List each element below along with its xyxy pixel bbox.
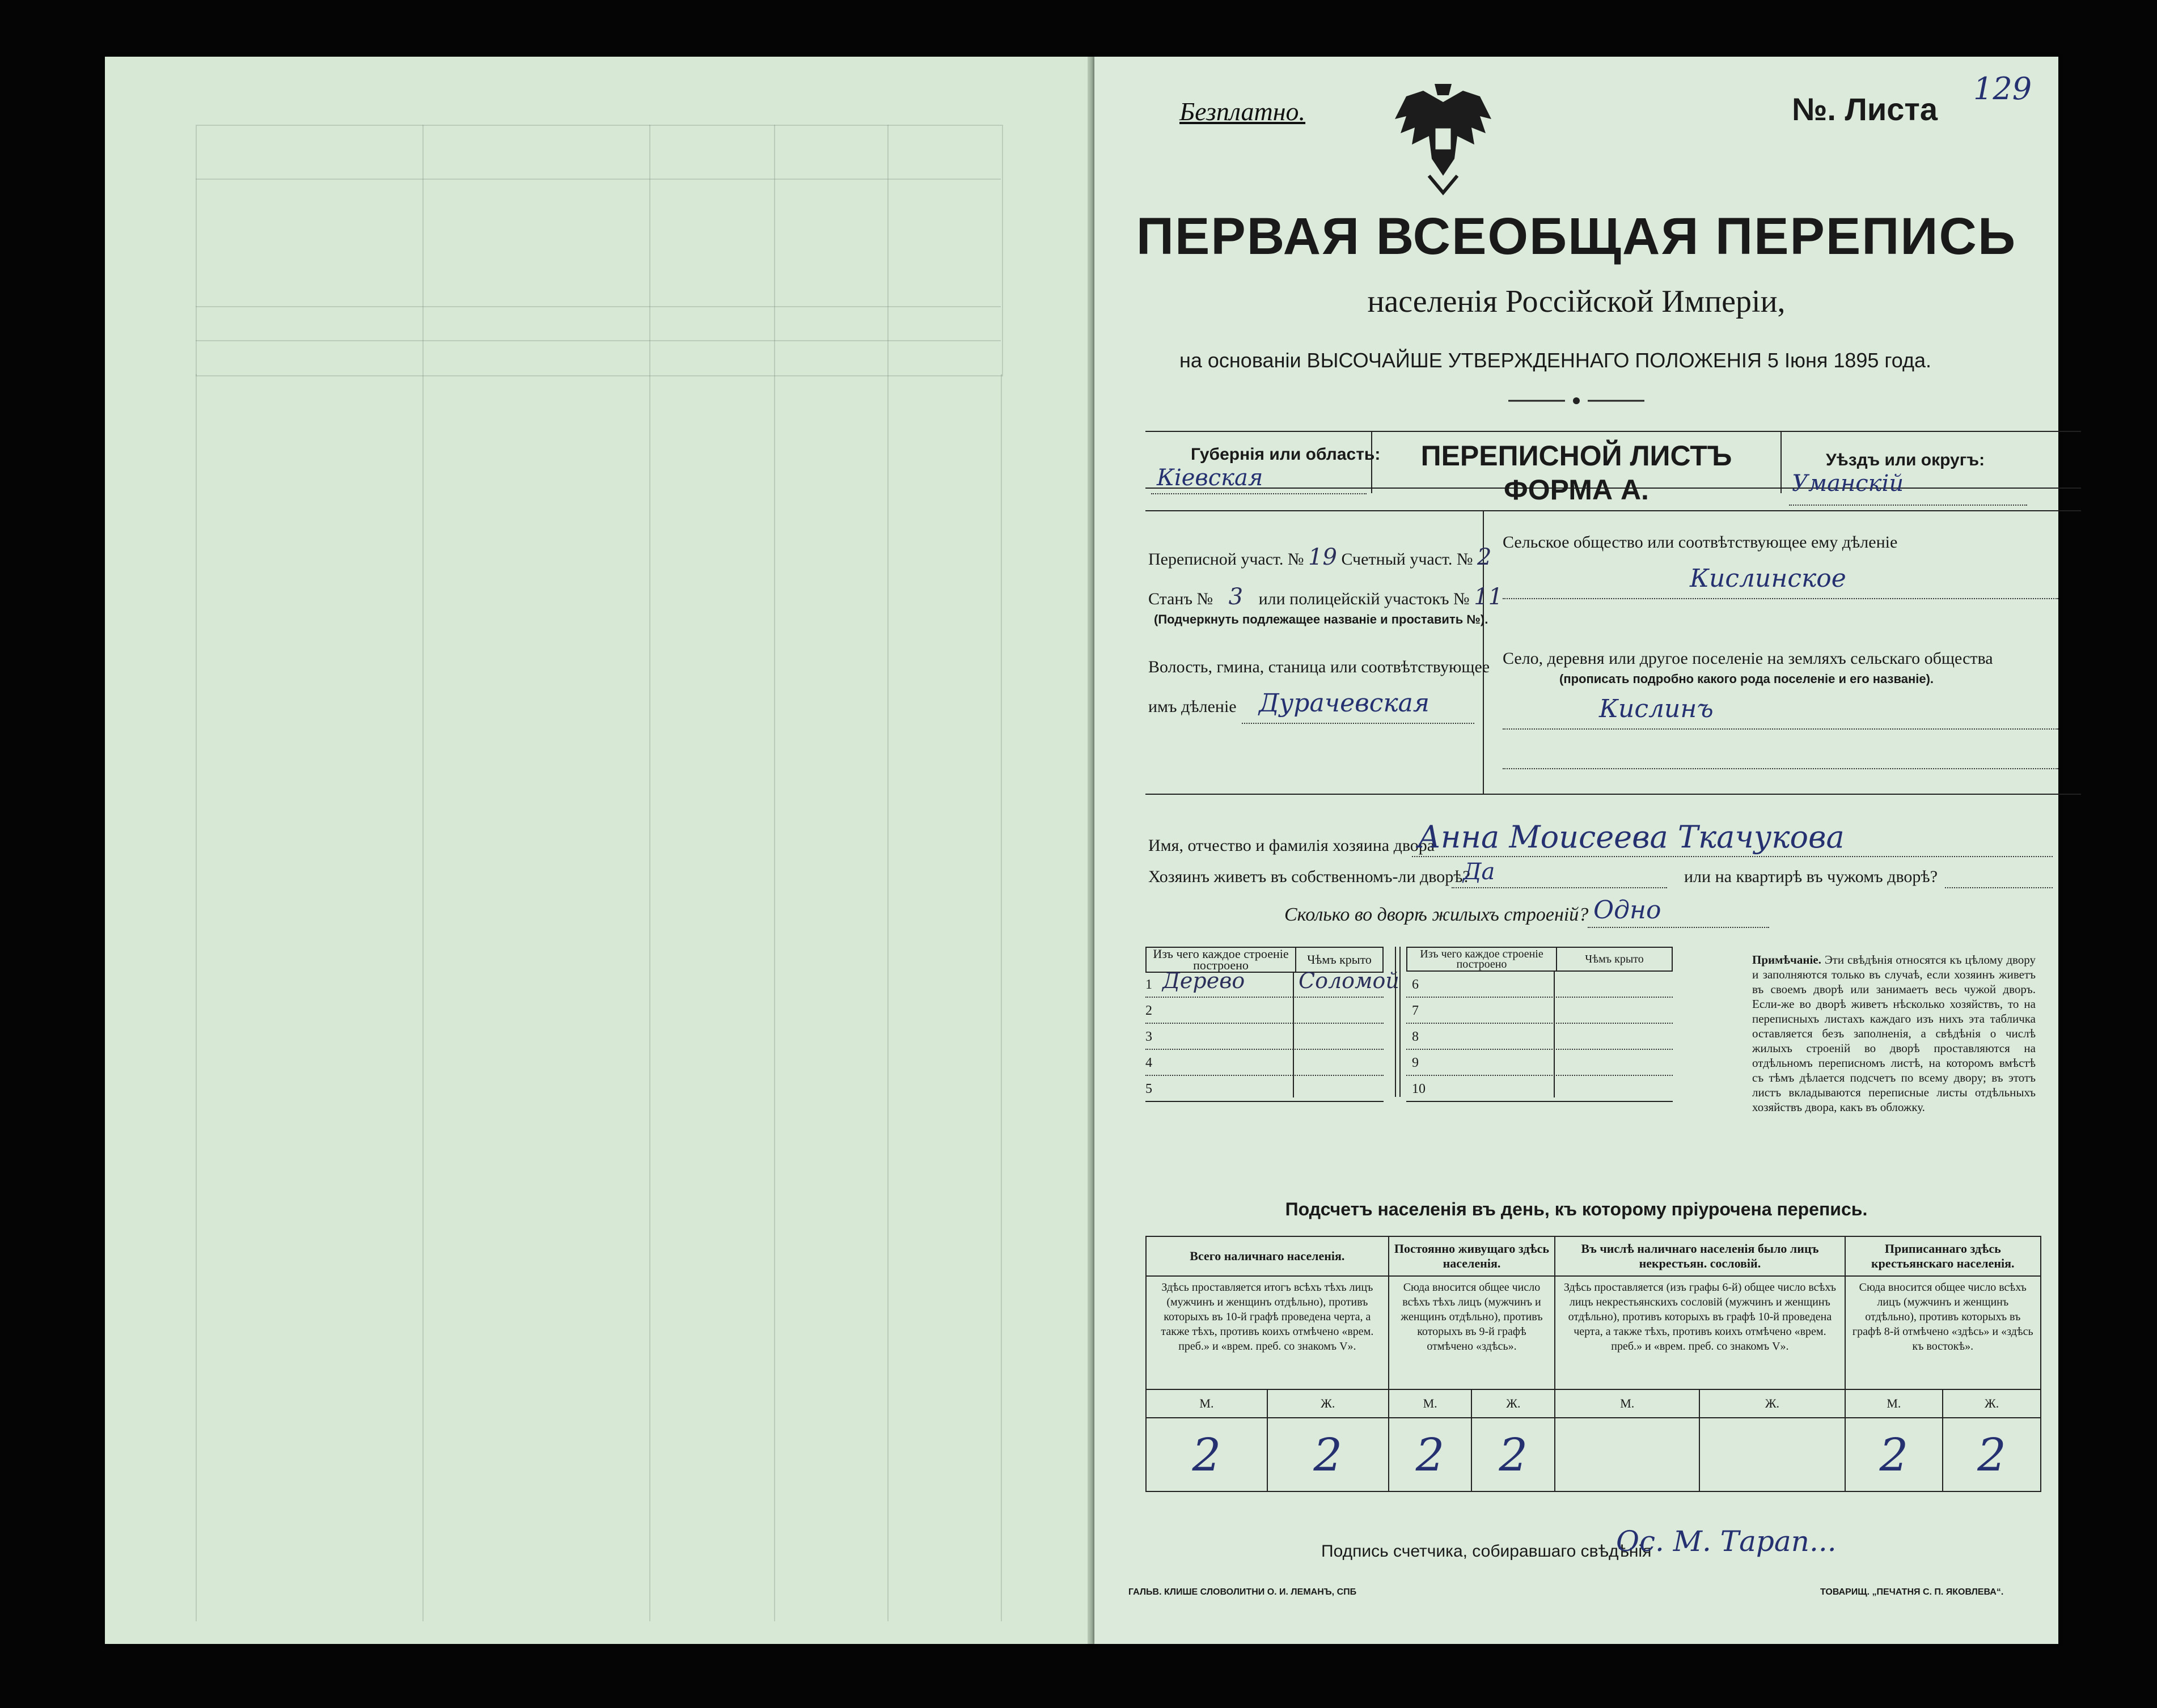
village-label: Село, деревня или другое поселеніе на земляхъ сельскаго общества — [1503, 649, 1993, 668]
tally-header-non-peasant: Въ числѣ наличнаго населенія было лицъ некрестьян. сословій. — [1555, 1236, 1845, 1276]
census-form-page — [1094, 57, 2058, 1644]
female-header: Ж. — [1267, 1389, 1389, 1418]
note-block — [1752, 952, 2036, 1114]
sheet-number-value: 129 — [1973, 71, 2032, 107]
row-number: 8 — [1412, 1029, 1419, 1044]
police-label: или полицейскій участокъ № — [1258, 590, 1470, 608]
stan-label: Станъ № — [1148, 590, 1213, 608]
tally-registered-female: 2 — [1943, 1418, 2041, 1491]
tally-total-male: 2 — [1146, 1418, 1267, 1491]
tally-table — [1145, 1236, 2041, 1492]
male-header: М. — [1146, 1389, 1267, 1418]
row-number: 1 — [1145, 977, 1152, 992]
own-yard-value: Да — [1463, 859, 1495, 885]
form-basis: на основаніи ВЫСОЧАЙШЕ УТВЕРЖДЕННАГО ПОЛОЖЕНІЯ 5 Іюня 1895 года. — [1179, 349, 1932, 372]
tally-non-peasant-male — [1555, 1418, 1699, 1491]
owner-name-value: Анна Моисеева Ткачукова — [1418, 819, 1845, 855]
district-label: Уѣздъ или округъ: — [1826, 451, 1985, 469]
buildings-rows-right — [1406, 972, 1673, 1102]
tally-header-registered: Приписаннаго здѣсь крестьянскаго населенія. — [1845, 1236, 2041, 1276]
row-number: 10 — [1412, 1082, 1426, 1096]
female-header: Ж. — [1699, 1389, 1845, 1418]
ornament-divider — [1508, 397, 1644, 405]
row-roof-value: Соломой — [1299, 968, 1399, 993]
province-value: Кіевская — [1157, 465, 1263, 491]
buildings-rows-left — [1145, 968, 1399, 1102]
signature-label: Подпись счетчика, собиравшаго свѣдѣнія — [1321, 1542, 1652, 1561]
col-material-header-2: Изъ чего каждое строеніе построено — [1407, 947, 1557, 971]
census-area-value: 19 — [1308, 544, 1337, 570]
volost-value: Дурачевская — [1259, 689, 1429, 718]
police-value: 11 — [1474, 584, 1503, 610]
tally-header-permanent: Постоянно живущаго здѣсь населенія. — [1389, 1236, 1555, 1276]
tally-desc-non-peasant: Здѣсь проставляется (изъ графы 6-й) общее число всѣхъ лицъ некрестьянскихъ сословій (мужчинъ и женщинъ отдѣльно), противъ которыхъ въ графѣ 10-й проведена черта, а также тѣхъ, противъ коихъ отмѣчено «врем. преб.» и «врем. преб. со знакомъ V». — [1555, 1276, 1845, 1389]
underline-note: (Подчеркнуть подлежащее названіе и проставить №). — [1154, 612, 1488, 626]
row-number: 5 — [1145, 1082, 1152, 1096]
printer-right: ТОВАРИЩ. „ПЕЧАТНЯ С. П. ЯКОВЛЕВА“. — [1820, 1587, 2004, 1597]
society-value: Кислинское — [1690, 564, 1846, 593]
tally-desc-permanent: Сюда вносится общее число всѣхъ тѣхъ лицъ (мужчинъ и женщинъ отдѣльно), противъ которыхъ въ 9-й графѣ отмѣчено «здѣсь». — [1389, 1276, 1555, 1389]
row-number: 3 — [1145, 1029, 1152, 1044]
volost-label: Волость, гмина, станица или соотвѣтствующее — [1148, 658, 1490, 676]
female-header: Ж. — [1943, 1389, 2041, 1418]
tally-registered-male: 2 — [1845, 1418, 1943, 1491]
rented-label: или на квартирѣ въ чужомъ дворѣ? — [1684, 867, 1938, 886]
imperial-eagle-emblem — [1389, 79, 1497, 198]
tally-desc-registered: Сюда вносится общее число всѣхъ лицъ (мужчинъ и женщинъ отдѣльно), противъ которыхъ въ графѣ 8-й отмѣчено «здѣсь» и «здѣсь къ востокѣ». — [1845, 1276, 2041, 1389]
village-value: Кислинъ — [1599, 694, 1714, 723]
tally-permanent-male: 2 — [1389, 1418, 1472, 1491]
owner-name-label: Имя, отчество и фамилія хозяина двора — [1148, 836, 1435, 855]
stan-value: 3 — [1228, 584, 1244, 610]
volost-label-2: имъ дѣленіе — [1148, 697, 1237, 716]
male-header: М. — [1555, 1389, 1699, 1418]
row-number: 4 — [1145, 1056, 1152, 1070]
row-number: 6 — [1412, 977, 1419, 992]
form-subtitle: населенія Россійской Имперіи, — [1367, 284, 1786, 319]
tally-title: Подсчетъ населенія въ день, къ которому пріурочена перепись. — [1285, 1199, 1868, 1219]
note-text: Эти свѣдѣнія относятся къ цѣлому двору и заполняются только въ случаѣ, если хозяинъ живетъ въ своемъ дворѣ или занимаетъ весь чужой дворъ. Если-же во дворѣ живетъ нѣсколько хозяйствъ, то на переписныхъ листахъ каждаго изъ нихъ эта табличка оставляется безъ заполненія, а свѣдѣнія о числѣ жилыхъ строеній во дворѣ проставляются на отдѣльномъ переписномъ листѣ, на которомъ вмѣстѣ съ тѣмъ дѣлается подсчетъ по всему двору; въ этотъ листъ вкладываются переписные листы отдѣльныхъ хозяйствъ двора, какъ въ обложку. — [1752, 953, 2036, 1114]
form-name: ФОРМА А. — [1504, 474, 1649, 506]
buildings-count-label: Сколько во дворѣ жилыхъ строеній? — [1284, 904, 1589, 925]
row-number: 7 — [1412, 1003, 1419, 1018]
row-material-value: Дерево — [1162, 968, 1245, 993]
col-roof-header: Чѣмъ крыто — [1296, 947, 1383, 972]
own-yard-label: Хозяинъ живетъ въ собственномъ-ли дворѣ? — [1148, 867, 1470, 886]
district-value: Уманскій — [1792, 471, 1904, 497]
signature-value: Ос. М. Тарап... — [1616, 1525, 1837, 1558]
row-number: 2 — [1145, 1003, 1152, 1018]
printer-left: ГАЛЬВ. КЛИШЕ СЛОВОЛИТНИ О. И. ЛЕМАНЪ, СПБ — [1128, 1587, 1357, 1597]
tally-non-peasant-female — [1699, 1418, 1845, 1491]
village-note: (прописать подробно какого рода поселеніе и его названіе). — [1559, 672, 1934, 686]
tally-desc-total: Здѣсь проставляется итогъ всѣхъ тѣхъ лицъ (мужчинъ и женщинъ отдѣльно), противъ которыхъ въ 10-й графѣ проведена черта, а также тѣхъ, противъ коихъ отмѣчено «врем. преб.» и «врем. преб. со знакомъ V». — [1146, 1276, 1389, 1389]
tally-total-female: 2 — [1267, 1418, 1389, 1491]
census-area-label: Переписной участ. № — [1148, 550, 1304, 569]
sheet-title: ПЕРЕПИСНОЙ ЛИСТЪ — [1420, 440, 1732, 472]
col-roof-header-2: Чѣмъ крыто — [1557, 947, 1672, 971]
male-header: М. — [1845, 1389, 1943, 1418]
left-blank-page — [105, 57, 1094, 1644]
sheet-number-label: №. Листа — [1792, 91, 1938, 127]
col-material-header: Изъ чего каждое строеніе построено — [1146, 947, 1296, 972]
form-title: ПЕРВАЯ ВСЕОБЩАЯ ПЕРЕПИСЬ — [1136, 207, 2017, 265]
society-label: Сельское общество или соотвѣтствующее ему дѣленіе — [1503, 533, 1898, 552]
count-area-value: 2 — [1477, 544, 1492, 570]
tally-permanent-female: 2 — [1471, 1418, 1555, 1491]
buildings-count-value: Одно — [1593, 896, 1661, 925]
female-header: Ж. — [1471, 1389, 1555, 1418]
free-label: Безплатно. — [1179, 97, 1306, 126]
province-label: Губернія или область: — [1191, 445, 1381, 464]
row-number: 9 — [1412, 1056, 1419, 1070]
note-label: Примѣчаніе. — [1752, 953, 1821, 967]
buildings-table-right — [1406, 947, 1673, 972]
male-header: М. — [1389, 1389, 1472, 1418]
tally-header-total: Всего наличнаго населенія. — [1146, 1236, 1389, 1276]
count-area-label: Счетный участ. № — [1341, 550, 1473, 569]
